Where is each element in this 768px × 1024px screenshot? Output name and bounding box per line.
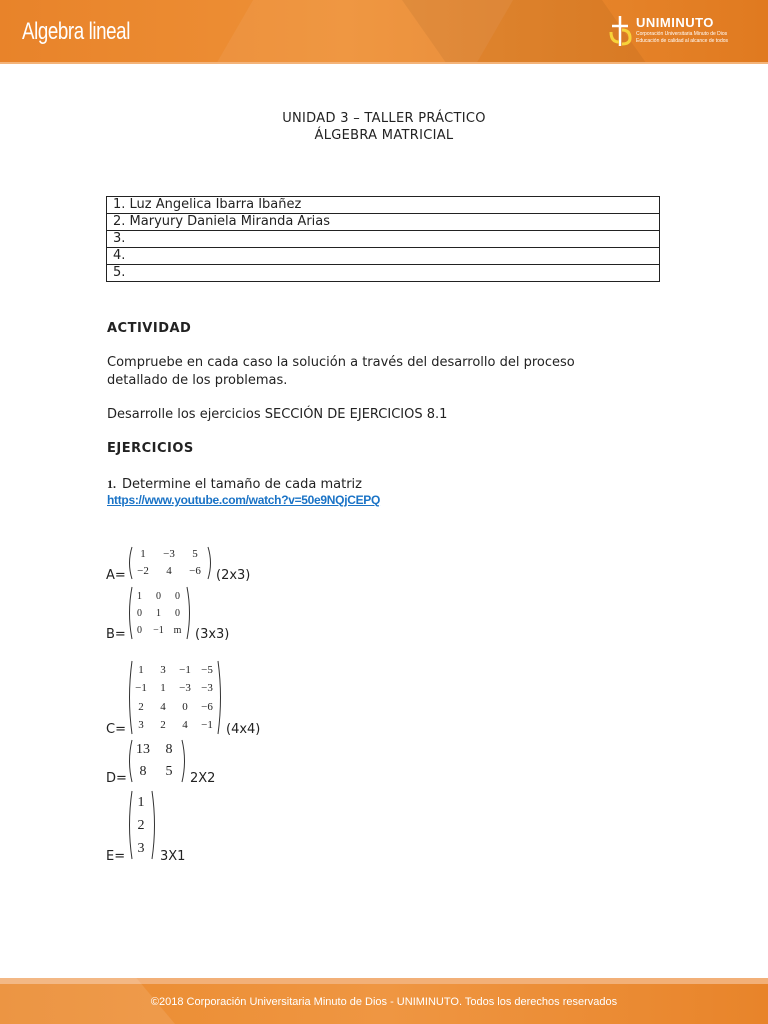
matrix-cell: −3 xyxy=(179,682,191,694)
member-cell: 4. xyxy=(107,248,660,265)
matrix-cell: −6 xyxy=(189,565,201,577)
matrix-cell: 1 xyxy=(140,548,146,560)
matrix-cell: 0 xyxy=(182,700,188,713)
matrix-cell: 5 xyxy=(192,548,198,560)
matrix-cell: 2 xyxy=(160,719,166,731)
exercise-number: 1. xyxy=(107,477,116,491)
member-cell: 5. xyxy=(107,265,660,282)
matrix-label: D= xyxy=(106,771,127,786)
uniminuto-logo xyxy=(608,12,748,52)
matrix-cell: 0 xyxy=(137,607,142,619)
members-table xyxy=(106,196,660,282)
activity-heading: ACTIVIDAD xyxy=(107,321,192,336)
logo-mark-icon xyxy=(608,14,632,48)
document-title: UNIDAD 3 – TALLER PRÁCTICO xyxy=(282,111,486,126)
matrix-cell: 13 xyxy=(136,742,150,757)
matrix-cell: 0 xyxy=(175,590,180,602)
matrix-cell: 3 xyxy=(137,840,145,856)
table-row xyxy=(107,231,660,248)
matrix-cell: 0 xyxy=(175,607,180,619)
exercise-item xyxy=(107,475,667,494)
matrix-cell: −6 xyxy=(201,700,213,713)
table-row xyxy=(107,248,660,265)
course-title: Algebra lineal xyxy=(22,18,130,45)
matrix-size: 2X2 xyxy=(190,771,216,786)
matrix-cell: 4 xyxy=(182,719,188,731)
member-cell: 3. xyxy=(107,231,660,248)
member-cell: 2. Maryury Daniela Miranda Arias xyxy=(107,214,660,231)
matrix-size: (4x4) xyxy=(226,722,261,737)
matrix-cell: 3 xyxy=(160,663,166,676)
activity-paragraph-line: Compruebe en cada caso la solución a través del desarrollo del proceso xyxy=(107,355,575,370)
matrix-label: A= xyxy=(106,568,126,583)
matrix-cell: 2 xyxy=(137,817,145,833)
matrix-cell: −1 xyxy=(179,663,191,676)
right-paren xyxy=(182,740,185,782)
member-cell: 1. Luz Angelica Ibarra Ibañez xyxy=(107,197,660,214)
matrix-cell: 5 xyxy=(165,764,173,779)
matrix-cell: 4 xyxy=(166,565,172,577)
matrix-cell: 8 xyxy=(139,764,147,779)
youtube-link[interactable]: https://www.youtube.com/watch?v=50e9NQjCEPQ xyxy=(107,493,381,507)
logo-subtitle: Corporación Universitaria Minuto de Dios xyxy=(636,31,728,37)
logo-title: UNIMINUTO xyxy=(636,15,714,30)
matrix-size: 3X1 xyxy=(160,849,186,864)
header-stripe xyxy=(0,62,768,64)
right-paren xyxy=(218,661,221,734)
matrix-cell: 1 xyxy=(156,607,161,619)
table-row xyxy=(107,197,660,214)
activity-paragraph-line: detallado de los problemas. xyxy=(107,373,288,388)
right-paren xyxy=(208,547,211,579)
matrix-cell: 1 xyxy=(138,663,144,676)
document-subtitle: ÁLGEBRA MATRICIAL xyxy=(314,128,454,143)
matrix-label: E= xyxy=(106,849,126,864)
matrix-cell: 3 xyxy=(138,719,144,731)
matrix-cell: −3 xyxy=(201,682,213,694)
matrix-cell: 2 xyxy=(138,700,144,713)
matrix-cell: −5 xyxy=(201,663,213,676)
matrix-cell: 0 xyxy=(137,624,142,636)
right-paren xyxy=(187,587,190,639)
matrix-cell: −3 xyxy=(163,548,175,560)
matrix-cell: 8 xyxy=(165,742,173,757)
matrix-size: (3x3) xyxy=(195,627,230,642)
matrix-cell: m xyxy=(173,624,182,636)
logo-tagline: Educación de calidad al alcance de todos xyxy=(636,38,729,44)
right-paren xyxy=(152,791,155,859)
matrix-cell: 1 xyxy=(137,590,142,602)
exercise-text: Determine el tamaño de cada matriz xyxy=(122,477,362,492)
matrix-cell: −2 xyxy=(137,565,149,577)
matrix-cell: 0 xyxy=(156,590,161,602)
matrix-label: C= xyxy=(106,722,126,737)
matrix-label: B= xyxy=(106,627,126,642)
table-row xyxy=(107,214,660,231)
matrix-cell: 4 xyxy=(160,700,166,713)
matrix-size: (2x3) xyxy=(216,568,251,583)
matrix-cell: −1 xyxy=(153,624,164,636)
table-row xyxy=(107,265,660,282)
matrix-cell: 1 xyxy=(160,682,166,694)
activity-instruction: Desarrolle los ejercicios SECCIÓN DE EJERCICIOS 8.1 xyxy=(107,407,448,422)
exercises-heading: EJERCICIOS xyxy=(107,441,194,456)
matrix-cell: −1 xyxy=(135,682,147,694)
footer-copyright: ©2018 Corporación Universitaria Minuto de Dios - UNIMINUTO. Todos los derechos reservados xyxy=(150,996,618,1008)
matrix-cell: −1 xyxy=(201,719,213,731)
matrix-cell: 1 xyxy=(137,794,145,810)
